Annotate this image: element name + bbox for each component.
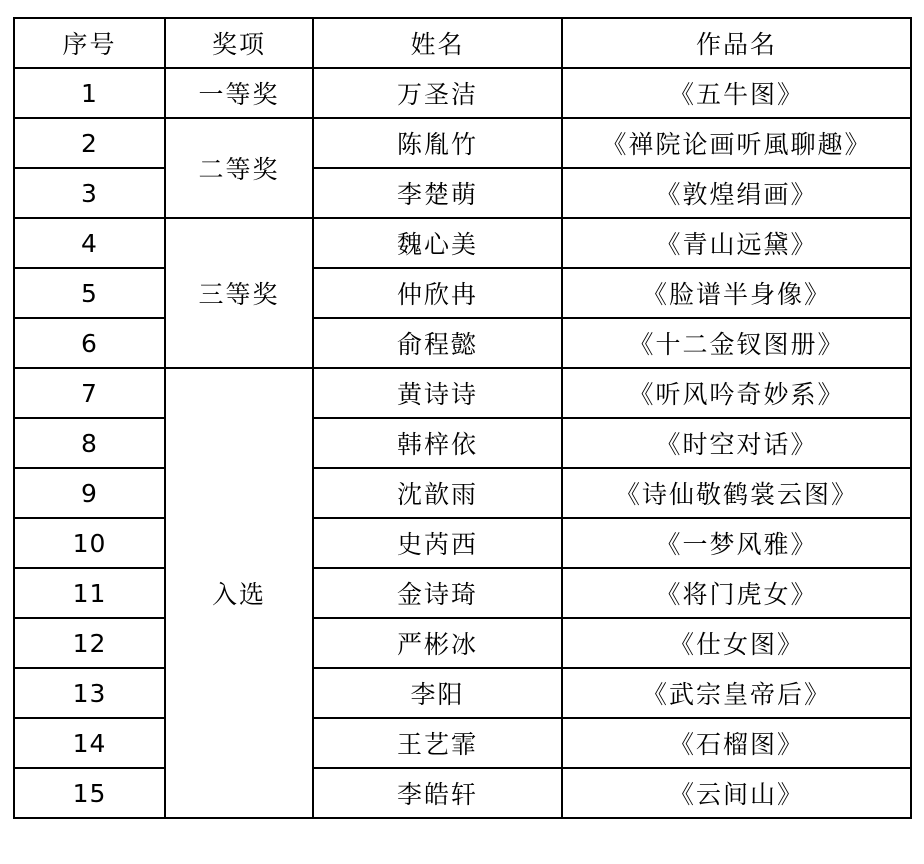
work-title-cell: 《将门虎女》 bbox=[562, 568, 911, 618]
work-title-cell: 《武宗皇帝后》 bbox=[562, 668, 911, 718]
work-title-cell: 《一梦风雅》 bbox=[562, 518, 911, 568]
awards-table bbox=[13, 17, 912, 819]
name-cell: 魏心美 bbox=[313, 218, 562, 268]
name-cell: 韩梓依 bbox=[313, 418, 562, 468]
serial-number-cell: 11 bbox=[14, 568, 165, 618]
serial-number-cell: 6 bbox=[14, 318, 165, 368]
work-title-cell: 《禅院论画听風聊趣》 bbox=[562, 118, 911, 168]
header-work-title: 作品名 bbox=[562, 18, 911, 68]
name-cell: 仲欣冉 bbox=[313, 268, 562, 318]
name-cell: 史芮西 bbox=[313, 518, 562, 568]
name-cell: 金诗琦 bbox=[313, 568, 562, 618]
work-title-cell: 《十二金钗图册》 bbox=[562, 318, 911, 368]
table-row bbox=[14, 318, 911, 368]
work-title-cell: 《诗仙敬鹤裳云图》 bbox=[562, 468, 911, 518]
serial-number-cell: 3 bbox=[14, 168, 165, 218]
table-row bbox=[14, 368, 911, 418]
serial-number-cell: 12 bbox=[14, 618, 165, 668]
work-title-cell: 《五牛图》 bbox=[562, 68, 911, 118]
table-row bbox=[14, 718, 911, 768]
name-cell: 陈胤竹 bbox=[313, 118, 562, 168]
name-cell: 沈歆雨 bbox=[313, 468, 562, 518]
name-cell: 俞程懿 bbox=[313, 318, 562, 368]
serial-number-cell: 13 bbox=[14, 668, 165, 718]
table-row bbox=[14, 618, 911, 668]
name-cell: 李阳 bbox=[313, 668, 562, 718]
table-row bbox=[14, 218, 911, 268]
table-row bbox=[14, 668, 911, 718]
serial-number-cell: 2 bbox=[14, 118, 165, 168]
name-cell: 黄诗诗 bbox=[313, 368, 562, 418]
work-title-cell: 《敦煌绢画》 bbox=[562, 168, 911, 218]
work-title-cell: 《时空对话》 bbox=[562, 418, 911, 468]
name-cell: 王艺霏 bbox=[313, 718, 562, 768]
serial-number-cell: 8 bbox=[14, 418, 165, 468]
work-title-cell: 《石榴图》 bbox=[562, 718, 911, 768]
serial-number-cell: 5 bbox=[14, 268, 165, 318]
award-cell: 入选 bbox=[165, 368, 313, 818]
table-row bbox=[14, 268, 911, 318]
table-row bbox=[14, 568, 911, 618]
work-title-cell: 《听风吟奇妙系》 bbox=[562, 368, 911, 418]
award-cell: 二等奖 bbox=[165, 118, 313, 218]
table-body bbox=[14, 68, 911, 818]
table-header-row bbox=[14, 18, 911, 68]
serial-number-cell: 10 bbox=[14, 518, 165, 568]
table-row bbox=[14, 768, 911, 818]
serial-number-cell: 14 bbox=[14, 718, 165, 768]
serial-number-cell: 9 bbox=[14, 468, 165, 518]
work-title-cell: 《仕女图》 bbox=[562, 618, 911, 668]
work-title-cell: 《云间山》 bbox=[562, 768, 911, 818]
work-title-cell: 《脸谱半身像》 bbox=[562, 268, 911, 318]
name-cell: 李皓轩 bbox=[313, 768, 562, 818]
name-cell: 万圣洁 bbox=[313, 68, 562, 118]
table-row bbox=[14, 468, 911, 518]
award-cell: 一等奖 bbox=[165, 68, 313, 118]
table-row bbox=[14, 518, 911, 568]
header-award: 奖项 bbox=[165, 18, 313, 68]
table-row bbox=[14, 168, 911, 218]
serial-number-cell: 15 bbox=[14, 768, 165, 818]
header-name: 姓名 bbox=[313, 18, 562, 68]
table-row bbox=[14, 418, 911, 468]
work-title-cell: 《青山远黛》 bbox=[562, 218, 911, 268]
serial-number-cell: 7 bbox=[14, 368, 165, 418]
award-cell: 三等奖 bbox=[165, 218, 313, 368]
name-cell: 李楚萌 bbox=[313, 168, 562, 218]
serial-number-cell: 1 bbox=[14, 68, 165, 118]
table-row bbox=[14, 118, 911, 168]
name-cell: 严彬冰 bbox=[313, 618, 562, 668]
header-serial-number: 序号 bbox=[14, 18, 165, 68]
table-row bbox=[14, 68, 911, 118]
serial-number-cell: 4 bbox=[14, 218, 165, 268]
